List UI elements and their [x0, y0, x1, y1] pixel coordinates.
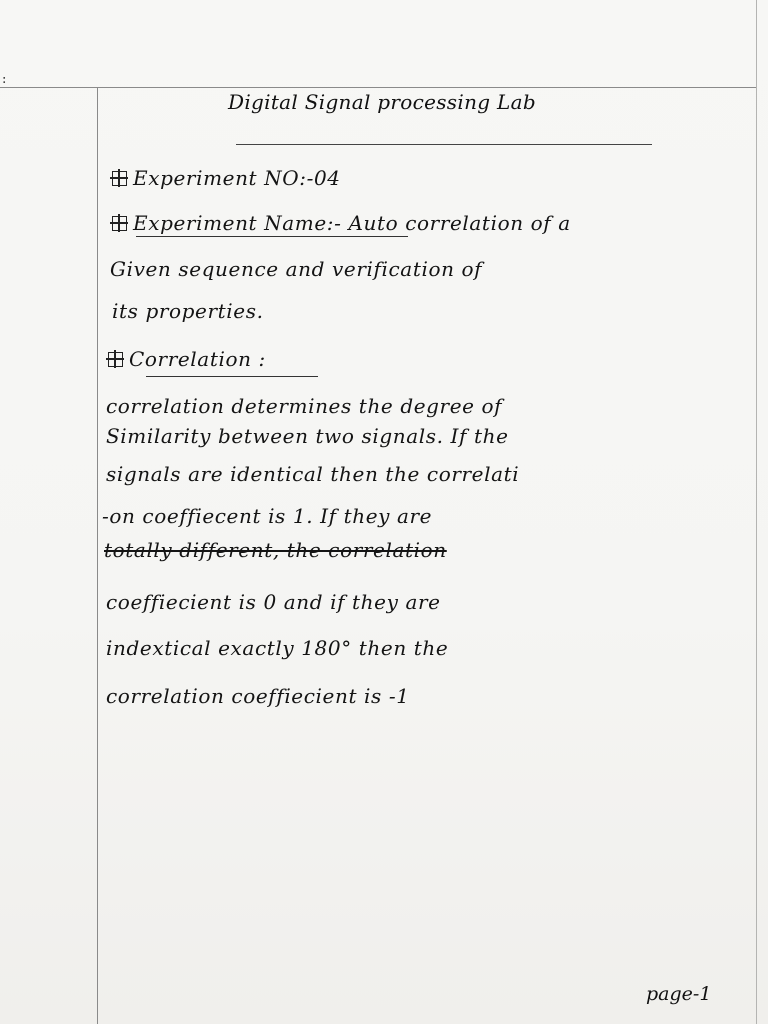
body-line-4: -on coeffiecent is 1. If they are: [102, 504, 433, 528]
top-rule-line: [0, 87, 757, 88]
body-line-7: indextical exactly 180° then the: [106, 636, 449, 660]
body-line-2: Similarity between two signals. If the: [106, 424, 509, 448]
bullet-box-icon: [108, 352, 123, 367]
right-page-edge: [756, 0, 757, 1024]
body-line-1: correlation determines the degree of: [106, 394, 503, 418]
experiment-number-text: Experiment NO:-04: [133, 166, 341, 190]
body-line-8: correlation coeffiecient is -1: [106, 684, 410, 708]
correlation-heading-line: [108, 347, 266, 371]
title-underline: [236, 144, 652, 145]
experiment-name-label: Experiment Name:-: [133, 211, 342, 235]
bullet-box-icon: [112, 216, 127, 231]
experiment-name-underline: [136, 236, 408, 237]
binder-mark-icon: :: [2, 72, 7, 87]
correlation-heading: Correlation :: [129, 347, 266, 371]
experiment-name-text-3: its properties.: [112, 299, 264, 323]
experiment-name-text-2: Given sequence and verification of: [110, 257, 483, 281]
experiment-number-line: [112, 166, 341, 190]
page-title: Digital Signal processing Lab: [228, 90, 536, 114]
bullet-box-icon: [112, 171, 127, 186]
experiment-name-line: [112, 211, 571, 235]
margin-rule-line: [97, 87, 98, 1024]
body-line-3: signals are identical then the correlati: [106, 462, 520, 486]
body-line-6: coeffiecient is 0 and if they are: [106, 590, 441, 614]
body-line-5: totally different, the correlation: [104, 538, 447, 562]
correlation-heading-underline: [146, 376, 318, 377]
page-number: page-1: [646, 983, 712, 1005]
experiment-name-text-1: Auto correlation of a: [348, 211, 571, 235]
